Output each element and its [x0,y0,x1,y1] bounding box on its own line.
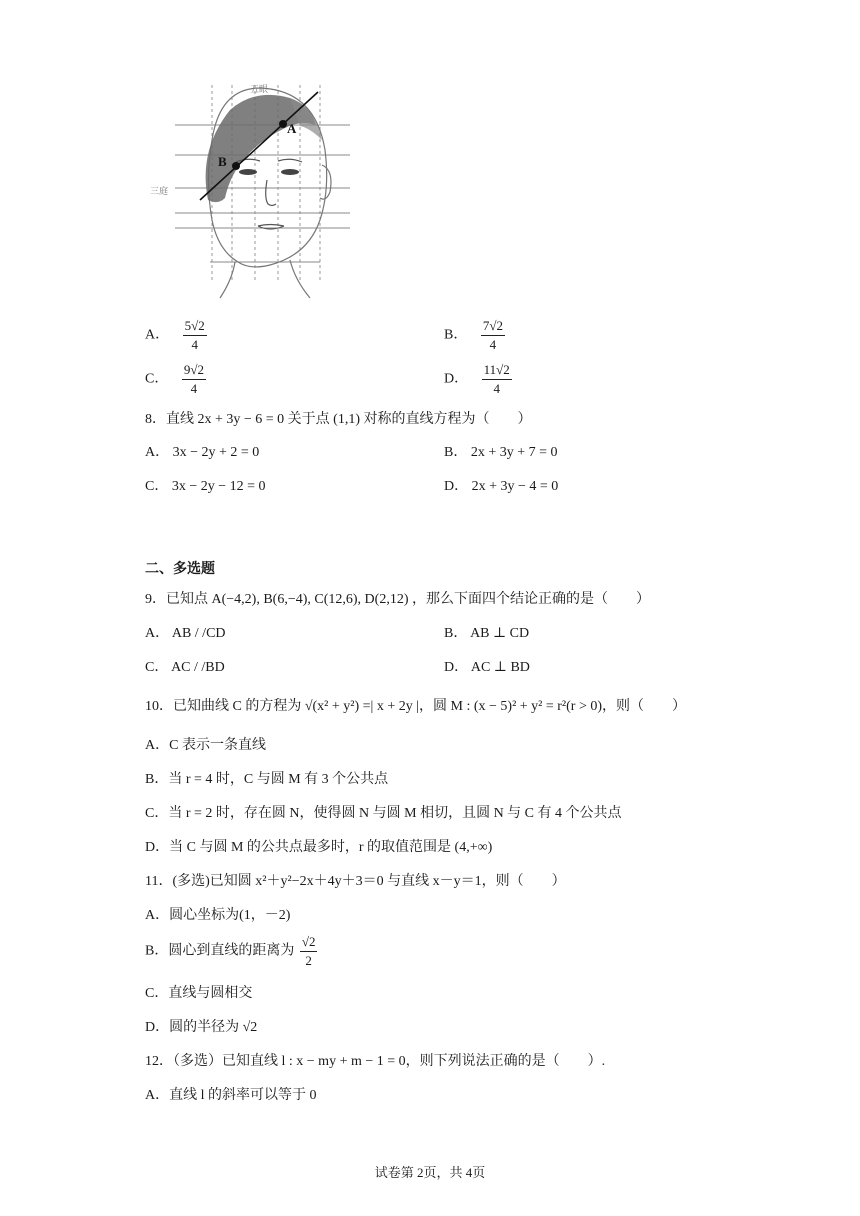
q7-option-c-fraction [182,362,206,397]
q11-option-b[interactable] [145,934,317,969]
face-diagram [150,80,360,300]
q11-option-b-fraction [300,934,318,969]
q7-option-d-fraction [482,362,512,397]
q7-option-b-numerator: 7√2 [481,318,505,336]
q7-option-d[interactable] [444,362,512,397]
q9-stem: 9．已知点 A(−4,2), B(6,−4), C(12,6), D(2,12) ，那么下面四个结论正确的是（ ） [145,592,650,607]
q11-stem: 11．(多选)已知圆 x²＋y²−2x＋4y＋3＝0 与直线 x－y＝1，则（ ） [145,874,566,889]
q9-option-b[interactable]: B． AB ⊥ CD [444,626,530,641]
q12-option-a[interactable]: A．直线 l 的斜率可以等于 0 [145,1088,317,1103]
q11-option-a[interactable]: A．圆心坐标为(1，－2) [145,908,291,923]
q7-option-a-fraction [183,318,207,353]
q7-option-d-denominator: 4 [493,381,500,396]
q7-option-c-numerator: 9√2 [182,362,206,380]
q11-option-b-text: B．圆心到直线的距离为 [145,943,295,959]
label-five-eyes: 五眼 [250,85,269,95]
q10-stem: 10．已知曲线 C 的方程为 √(x² + y²) =| x + 2y |，圆 M : (x − 5)² + y² = r²(r > 0)，则（ ） [145,699,687,714]
q7-option-a-denominator: 4 [191,337,198,352]
q7-option-c[interactable] [145,362,206,397]
face-diagram-svg [150,80,360,300]
q10-option-b[interactable]: B．当 r = 4 时，C 与圆 M 有 3 个公共点 [145,772,389,787]
q10-option-a[interactable]: A．C 表示一条直线 [145,738,266,753]
q7-option-b-fraction [481,318,505,353]
q8-option-a[interactable]: A． 3x − 2y + 2 = 0 [145,445,260,460]
q8-stem: 8．直线 2x + 3y − 6 = 0 关于点 (1,1) 对称的直线方程为（ ） [145,412,532,427]
q11-option-b-numerator: √2 [300,934,318,952]
q9-option-a[interactable]: A． AB / /CD [145,626,226,641]
q10-option-d[interactable]: D．当 C 与圆 M 的公共点最多时，r 的取值范围是 (4,+∞) [145,840,493,855]
q7-option-b[interactable] [444,318,505,353]
q8-option-d[interactable]: D． 2x + 3y − 4 = 0 [444,479,559,494]
q7-option-b-label: B． [444,327,468,343]
q7-option-c-denominator: 4 [190,381,198,396]
q11-option-d[interactable]: D．圆的半径为 √2 [145,1020,258,1035]
label-three-courts: 三庭 [150,187,169,197]
q8-option-b[interactable]: B． 2x + 3y + 7 = 0 [444,445,558,460]
q11-option-c[interactable]: C．直线与圆相交 [145,986,253,1001]
q7-option-c-label: C． [145,371,169,387]
page-footer: 试卷第 2页，共 4页 [374,1165,486,1180]
q10-option-c[interactable]: C．当 r = 2 时，存在圆 N，使得圆 N 与圆 M 相切，且圆 N 与 C 有 4 个公共点 [145,806,622,821]
q7-option-a-numerator: 5√2 [183,318,207,336]
q12-stem: 12．（多选）已知直线 l : x − my + m − 1 = 0，则下列说法正确的是（ ）. [145,1054,606,1069]
point-b-label: B [218,154,227,169]
q7-option-d-numerator: 11√2 [482,362,512,380]
q11-option-b-denominator: 2 [305,953,312,968]
q8-option-c[interactable]: C． 3x − 2y − 12 = 0 [145,479,266,494]
point-a-label: A [287,121,297,136]
q7-option-a[interactable] [145,318,207,353]
section-heading-multiple-choice: 二、多选题 [145,561,215,577]
q7-option-d-label: D． [444,371,469,387]
q7-option-b-denominator: 4 [489,337,497,352]
q9-option-d[interactable]: D． AC ⊥ BD [444,660,530,675]
q9-option-c[interactable]: C． AC / /BD [145,660,225,675]
q7-option-a-label: A． [145,327,170,343]
